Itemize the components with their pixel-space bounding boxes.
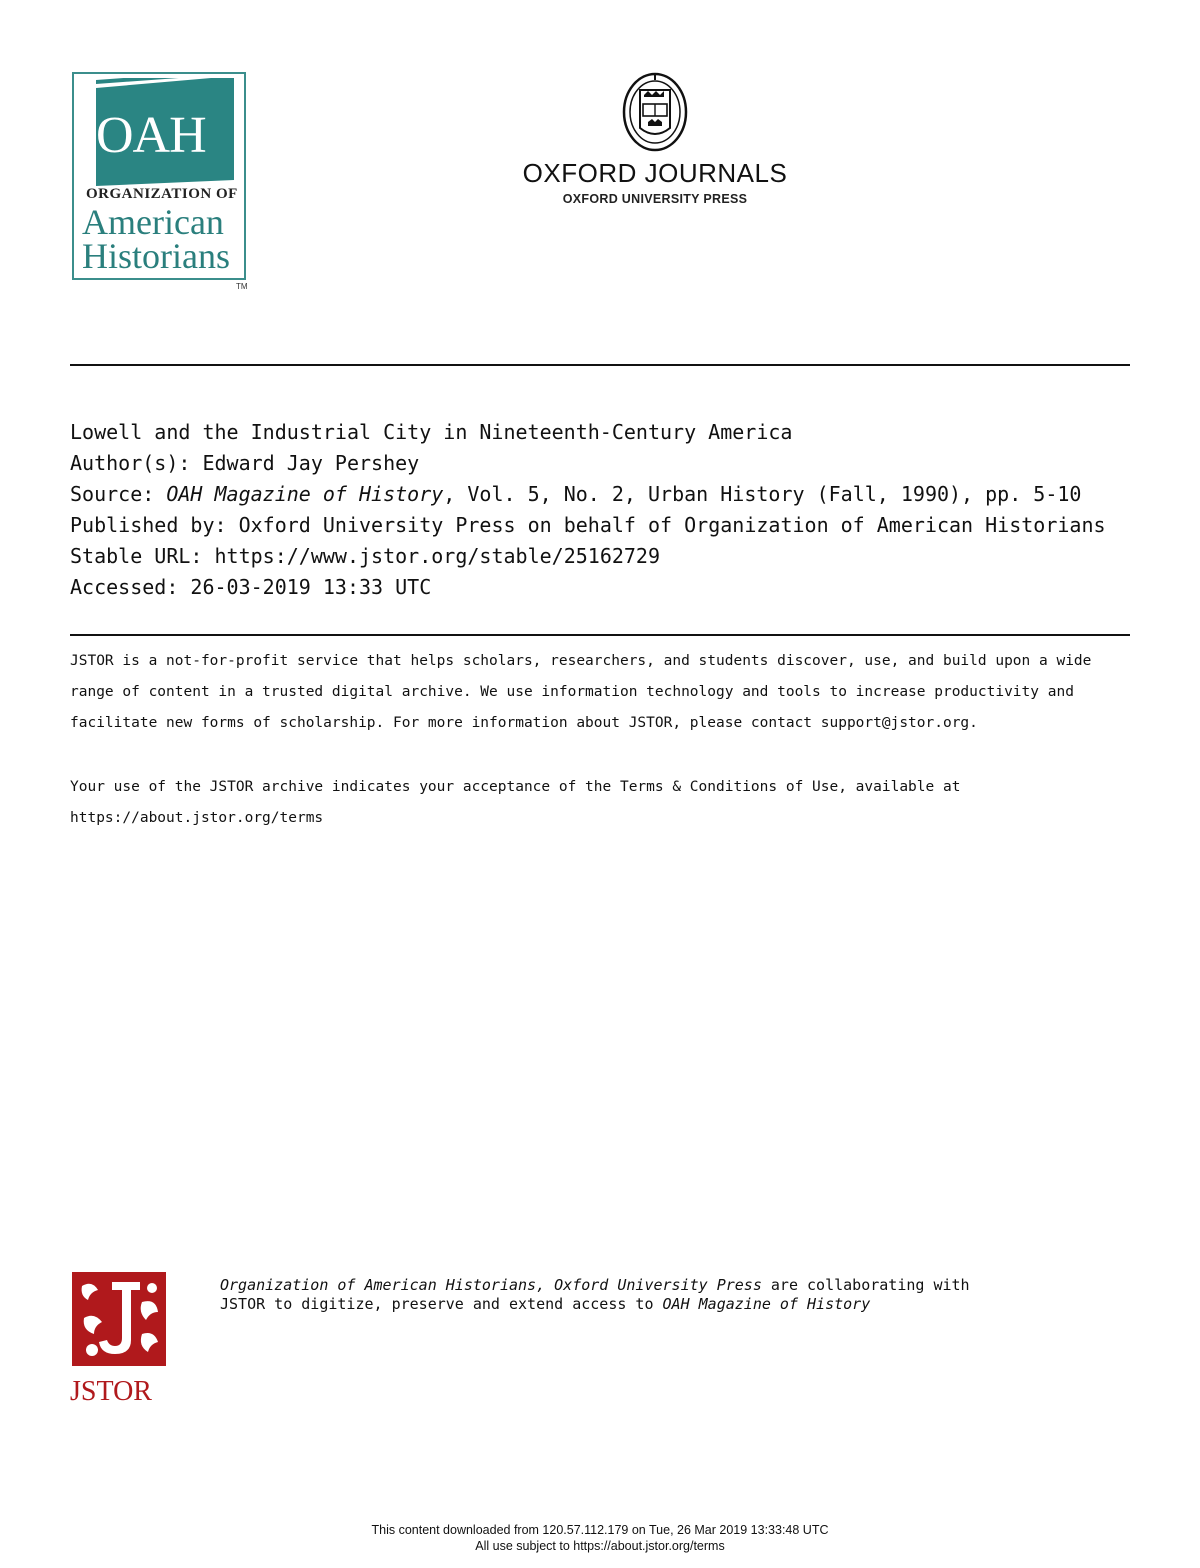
collab-journal: OAH Magazine of History xyxy=(662,1295,871,1313)
download-footer: This content downloaded from 120.57.112.179 on Tue, 26 Mar 2019 13:33:48 UTC xyxy=(371,1523,829,1537)
oah-abbr: OAH xyxy=(96,107,206,164)
article-metadata xyxy=(70,417,1106,603)
oah-logo xyxy=(72,72,250,290)
terms-line: Your use of the JSTOR archive indicates your acceptance of the Terms & Conditions of Use, available at xyxy=(70,779,961,795)
terms-footer: All use subject to https://about.jstor.org/terms xyxy=(475,1539,725,1553)
top-divider xyxy=(70,364,1130,366)
notice-line: JSTOR is a not-for-profit service that helps scholars, researchers, and students discover, use, and build upon a wide xyxy=(70,653,1092,669)
oxford-journals-title: OXFORD JOURNALS xyxy=(522,158,788,188)
stable-url-link[interactable]: https://www.jstor.org/stable/25162729 xyxy=(214,544,661,568)
terms-url-link[interactable]: https://about.jstor.org/terms xyxy=(70,810,324,826)
article-publisher: Published by: Oxford University Press on behalf of Organization of American Historians xyxy=(70,513,1106,537)
jstor-notice xyxy=(70,646,1120,739)
article-stable-url: Stable URL: https://www.jstor.org/stable/25162729 xyxy=(70,544,661,568)
oxford-crest-icon xyxy=(622,70,688,152)
collaboration-note: Organization of American Historians, Oxford University Press are collaborating with JSTOR to digitize, preserve and extend access to OAH Magazine of History xyxy=(220,1276,970,1313)
terms-notice xyxy=(70,772,1120,834)
article-author: Author(s): Edward Jay Pershey xyxy=(70,451,420,475)
notice-line: facilitate new forms of scholarship. For more information about JSTOR, please contact support@jstor.org. xyxy=(70,715,978,731)
source-journal: OAH Magazine of History xyxy=(166,482,444,506)
oah-trademark: TM xyxy=(236,282,248,291)
oah-american: American xyxy=(82,202,224,242)
collab-publishers: Organization of American Historians, Oxford University Press xyxy=(220,1276,762,1294)
notice-line: range of content in a trusted digital archive. We use information technology and tools to increase productivity and xyxy=(70,684,1074,700)
article-title: Lowell and the Industrial City in Nineteenth-Century America xyxy=(70,420,793,444)
oah-historians: Historians xyxy=(82,236,230,276)
article-source: Source: OAH Magazine of History, Vol. 5, No. 2, Urban History (Fall, 1990), pp. 5-10 xyxy=(70,482,1082,506)
article-accessed: Accessed: 26-03-2019 13:33 UTC xyxy=(70,575,432,599)
oxford-university-press: OXFORD UNIVERSITY PRESS xyxy=(562,192,748,206)
middle-divider xyxy=(70,634,1130,636)
oah-org-of: ORGANIZATION OF xyxy=(86,186,238,202)
jstor-wordmark: JSTOR xyxy=(70,1376,152,1407)
